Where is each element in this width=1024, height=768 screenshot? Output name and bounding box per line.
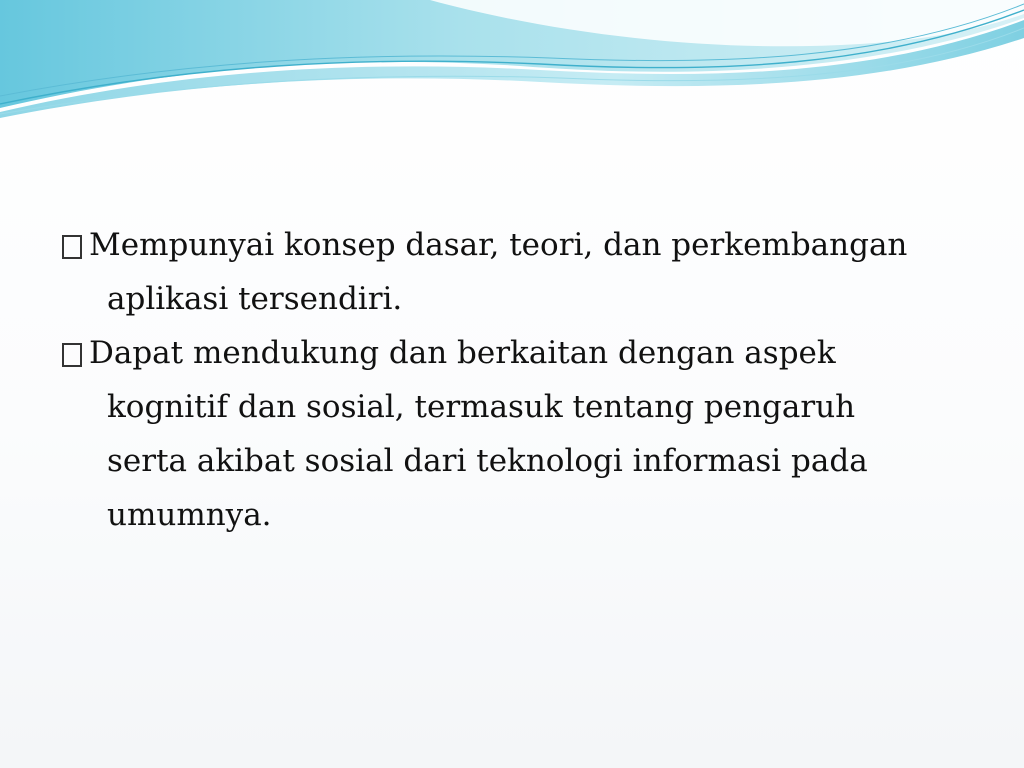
wave-header-decoration [0, 0, 1024, 120]
bullet-item-2 [62, 326, 962, 542]
slide-body [62, 218, 962, 542]
missing-glyph-bullet-icon [62, 235, 82, 259]
bullet-2-line-3: serta akibat sosial dari teknologi informasi pada [107, 443, 868, 479]
bullet-2-line-4: umumnya. [107, 497, 272, 533]
bullet-1-line-1: Mempunyai konsep dasar, teori, dan perkembangan [89, 227, 908, 263]
missing-glyph-bullet-icon [62, 343, 82, 367]
bullet-1-line-2: aplikasi tersendiri. [107, 281, 403, 317]
bullet-2-line-2: kognitif dan sosial, termasuk tentang pengaruh [107, 389, 856, 425]
bullet-2-line-1: Dapat mendukung dan berkaitan dengan aspek [89, 335, 836, 371]
bullet-item-1 [62, 218, 962, 326]
